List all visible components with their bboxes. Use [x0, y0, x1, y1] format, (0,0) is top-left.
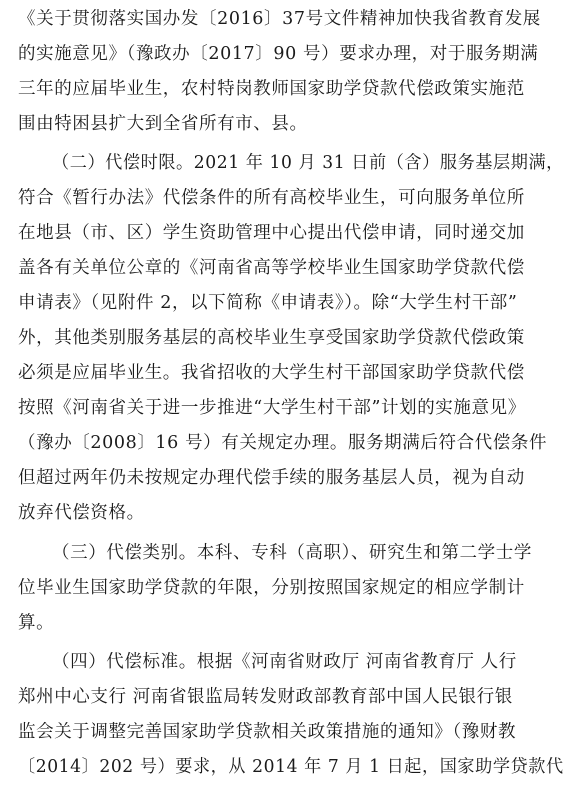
text-line: 监会关于调整完善国家助学贷款相关政策措施的通知》（豫财教	[18, 722, 517, 742]
text-line: 放弃代偿资格。	[18, 503, 145, 523]
text-line: 位毕业生国家助学贷款的年限，分别按照国家规定的相应学制计	[18, 578, 525, 598]
text-line: 申请表》（见附件 2，以下简称《申请表》）。除“大学生村干部”	[18, 293, 518, 313]
text-line: 〔2014〕202 号）要求，从 2014 年 7 月 1 日起，国家助学贷款代	[18, 757, 564, 777]
text-line: 郑州中心支行 河南省银监局转发财政部教育部中国人民银行银	[18, 687, 513, 707]
text-line: 但超过两年仍未按规定办理代偿手续的服务基层人员，视为自动	[18, 468, 525, 488]
text-line: 《关于贯彻落实国办发〔2016〕37号文件精神加快我省教育发展	[18, 9, 541, 29]
text-line: 按照《河南省关于进一步推进“大学生村干部”计划的实施意见》	[18, 398, 526, 418]
text-line: 盖各有关单位公章的《河南省高等学校毕业生国家助学贷款代偿	[18, 258, 525, 278]
text-line: 三年的应届毕业生，农村特岗教师国家助学贷款代偿政策实施范	[18, 79, 525, 99]
text-line: 外，其他类别服务基层的高校毕业生享受国家助学贷款代偿政策	[18, 328, 525, 348]
text-line: 在地县（市、区）学生资助管理中心提出代偿申请，同时递交加	[18, 223, 525, 243]
text-line: 算。	[18, 613, 55, 633]
text-line: 必须是应届毕业生。我省招收的大学生村干部国家助学贷款代偿	[18, 363, 525, 383]
paragraph-heading-line: （二）代偿时限。2021 年 10 月 31 日前（含）服务基层期满，	[52, 153, 564, 173]
paragraph-heading-line: （三）代偿类别。本科、专科（高职）、研究生和第二学士学	[52, 543, 532, 563]
text-line: （豫办〔2008〕16 号）有关规定办理。服务期满后符合代偿条件	[18, 433, 548, 453]
paragraph-heading-line: （四）代偿标准。根据《河南省财政厅 河南省教育厅 人行	[52, 652, 517, 672]
text-line: 符合《暂行办法》代偿条件的所有高校毕业生，可向服务单位所	[18, 188, 525, 208]
text-line: 的实施意见》（豫政办〔2017〕90 号）要求办理，对于服务期满	[18, 44, 539, 64]
text-line: 围由特困县扩大到全省所有市、县。	[18, 114, 308, 134]
